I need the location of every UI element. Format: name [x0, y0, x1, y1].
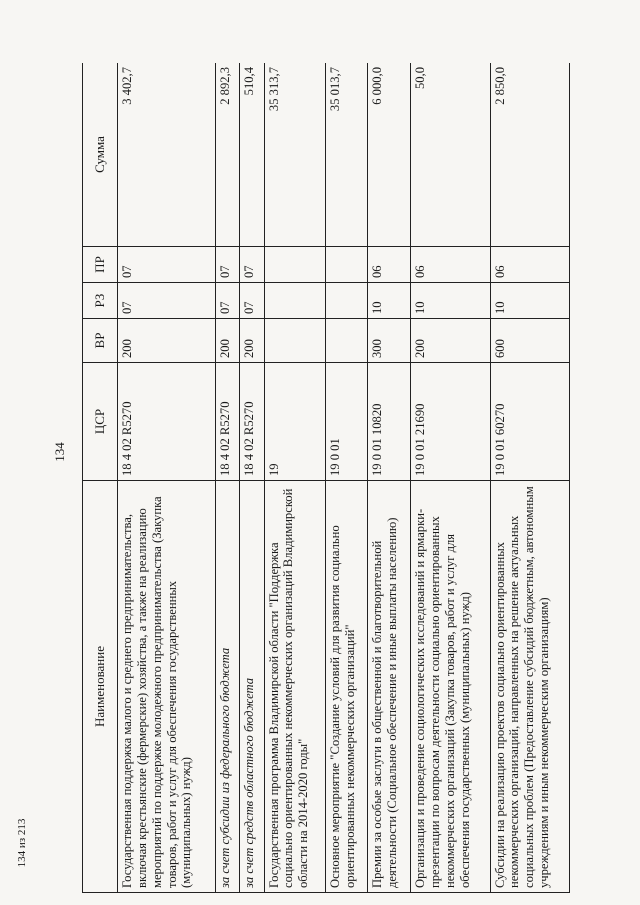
table-row — [240, 63, 264, 893]
row-vr: 600 — [490, 319, 569, 363]
header-vr: ВР — [83, 319, 118, 363]
budget-table — [82, 63, 570, 893]
row-name: Государственная поддержка малого и среднего предпринимательства, включая крестьянские (фермерские) хозяйства, а также на реализацию мероприятий по поддержке молодежного предпринимательства (Закупка товаров, работ и услуг для обеспечения государственных (муниципальных) нужд) — [118, 481, 216, 893]
row-sum: 35 313,7 — [264, 63, 325, 247]
row-name: Субсидии на реализацию проектов социально ориентированных некоммерческих организаций, направленных на решение актуальных социальных проблем (Предоставление субсидий бюджетным, автономным учреждениям и иным некоммерческим организациям) — [490, 481, 569, 893]
row-pr: 07 — [118, 247, 216, 283]
row-sum: 2 850,0 — [490, 63, 569, 247]
row-name: Премии за особые заслуги в общественной и благотворительной деятельности (Социальное обеспечение и иные выплаты населению) — [368, 481, 411, 893]
table-row — [368, 63, 411, 893]
row-sum: 2 892,3 — [215, 63, 239, 247]
row-sum: 50,0 — [411, 63, 490, 247]
table-row — [325, 63, 368, 893]
table-row — [264, 63, 325, 893]
row-vr — [264, 319, 325, 363]
row-vr: 200 — [411, 319, 490, 363]
row-pr: 07 — [240, 247, 264, 283]
row-pr — [264, 247, 325, 283]
row-pr: 06 — [368, 247, 411, 283]
row-pr: 06 — [411, 247, 490, 283]
row-sum: 3 402,7 — [118, 63, 216, 247]
header-csr: ЦСР — [83, 363, 118, 481]
row-rz: 07 — [215, 283, 239, 319]
page-number: 134 — [52, 442, 67, 462]
row-rz — [325, 283, 368, 319]
row-csr: 19 0 01 — [325, 363, 368, 481]
row-csr: 18 4 02 R5270 — [118, 363, 216, 481]
row-name: за счет средств областного бюджета — [240, 481, 264, 893]
row-sum: 510,4 — [240, 63, 264, 247]
header-rz: РЗ — [83, 283, 118, 319]
row-vr: 200 — [118, 319, 216, 363]
header-name: Наименование — [83, 481, 118, 893]
table-row — [411, 63, 490, 893]
row-csr: 19 0 01 21690 — [411, 363, 490, 481]
header-pr: ПР — [83, 247, 118, 283]
table-header-row — [83, 63, 118, 893]
document-page — [82, 63, 570, 893]
row-csr: 19 0 01 60270 — [490, 363, 569, 481]
row-rz: 10 — [368, 283, 411, 319]
table-row — [215, 63, 239, 893]
row-sum: 35 013,7 — [325, 63, 368, 247]
row-csr: 18 4 02 R5270 — [215, 363, 239, 481]
row-vr: 300 — [368, 319, 411, 363]
row-vr: 200 — [215, 319, 239, 363]
row-rz — [264, 283, 325, 319]
row-csr: 18 4 02 R5270 — [240, 363, 264, 481]
rotated-table-frame — [82, 63, 570, 893]
header-sum: Сумма — [83, 63, 118, 247]
row-vr: 200 — [240, 319, 264, 363]
row-pr: 06 — [490, 247, 569, 283]
row-csr: 19 0 01 10820 — [368, 363, 411, 481]
row-name: Организация и проведение социологических исследований и ярмарки-презентации по вопросам деятельности социально ориентированных некоммерческих организаций (Закупка товаров, работ и услуг для обеспечения государственных (муниципальных) нужд) — [411, 481, 490, 893]
row-vr — [325, 319, 368, 363]
row-sum: 6 000,0 — [368, 63, 411, 247]
table-row — [490, 63, 569, 893]
row-rz: 10 — [411, 283, 490, 319]
row-rz: 10 — [490, 283, 569, 319]
page-footer: 134 из 213 — [16, 818, 28, 868]
row-pr — [325, 247, 368, 283]
row-name: за счет субсидии из федерального бюджета — [215, 481, 239, 893]
row-name: Государственная программа Владимирской области "Поддержка социально ориентированных некоммерческих организаций Владимирской области на 2014-2020 годы" — [264, 481, 325, 893]
row-rz: 07 — [240, 283, 264, 319]
row-csr: 19 — [264, 363, 325, 481]
row-name: Основное мероприятие "Создание условий для развития социально ориентированных некоммерческих организаций" — [325, 481, 368, 893]
row-rz: 07 — [118, 283, 216, 319]
table-row — [118, 63, 216, 893]
row-pr: 07 — [215, 247, 239, 283]
